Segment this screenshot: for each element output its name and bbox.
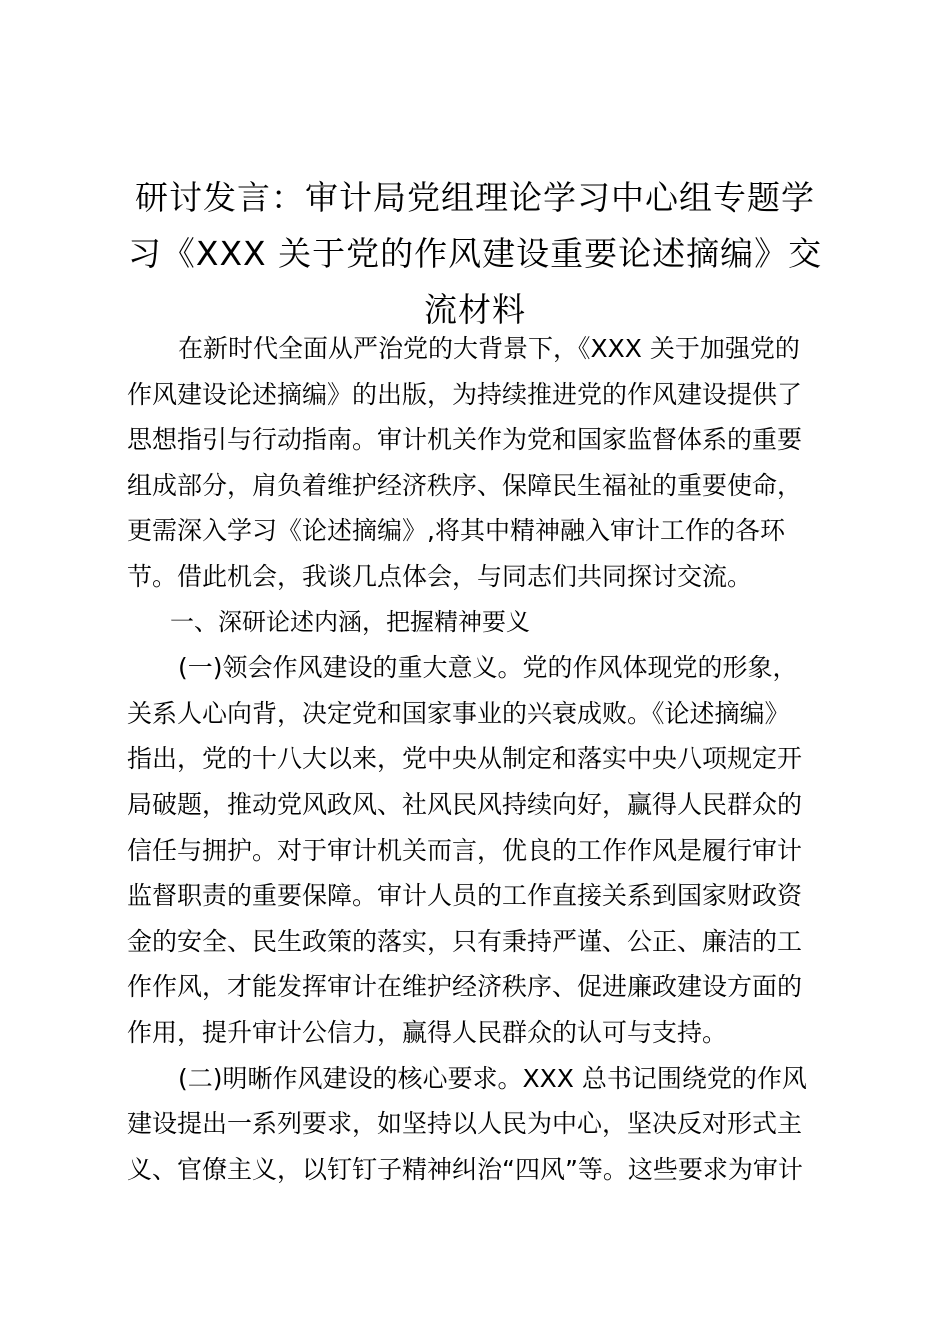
text-line: 思想指引与行动指南。审计机关作为党和国家监督体系的重要: [127, 425, 803, 455]
text-line: 作风建设论述摘编》的出版，为持续推进党的作风建设提供了: [127, 379, 803, 409]
text-line: 更需深入学习《论述摘编》,将其中精神融入审计工作的各环: [127, 516, 785, 546]
text-line: (一)领会作风建设的重大意义。党的作风体现党的形象，: [178, 653, 798, 683]
paragraph-significance: [127, 645, 827, 1055]
text-line: 节。借此机会，我谈几点体会，与同志们共同探讨交流。: [127, 561, 753, 591]
text-line: 关系人心向背，决定党和国家事业的兴衰成败。《论述摘编》: [127, 698, 790, 728]
title-line: 流材料: [424, 290, 526, 329]
text-line: 作用，提升审计公信力，赢得人民群众的认可与支持。: [127, 1017, 728, 1047]
text-line: 金的安全、民生政策的落实，只有秉持严谨、公正、廉洁的工: [127, 926, 803, 956]
text-line: 指出，党的十八大以来，党中央从制定和落实中央八项规定开: [127, 744, 803, 774]
text-line: (二)明晰作风建设的核心要求。XXX 总书记围绕党的作风: [178, 1063, 807, 1093]
text-line: 义、官僚主义，以钉钉子精神纠治“四风”等。这些要求为审计: [127, 1154, 803, 1184]
title-line: 习《XXX 关于党的作风建设重要论述摘编》交: [127, 234, 823, 273]
text-line: 监督职责的重要保障。审计人员的工作直接关系到国家财政资: [127, 881, 803, 911]
document-body: [127, 326, 827, 1192]
paragraph-requirements: [127, 1056, 827, 1193]
text-line: 作作风，才能发挥审计在维护经济秩序、促进廉政建设方面的: [127, 972, 803, 1002]
text-line: 建设提出一系列要求，如坚持以人民为中心，坚决反对形式主: [127, 1109, 803, 1139]
text-line: 组成部分，肩负着维护经济秩序、保障民生福祉的重要使命，: [127, 470, 803, 500]
text-line: 局破题，推动党风政风、社风民风持续向好，赢得人民群众的: [127, 789, 803, 819]
text-line: 在新时代全面从严治党的大背景下，《XXX 关于加强党的: [178, 334, 800, 363]
document-title: [110, 170, 840, 338]
text-line: 信任与拥护。对于审计机关而言，优良的工作作风是履行审计: [127, 835, 803, 865]
title-line: 研讨发言：审计局党组理论学习中心组专题学: [135, 178, 815, 217]
section-heading: 一、深研论述内涵，把握精神要义: [170, 607, 530, 636]
paragraph-intro: [127, 326, 827, 600]
